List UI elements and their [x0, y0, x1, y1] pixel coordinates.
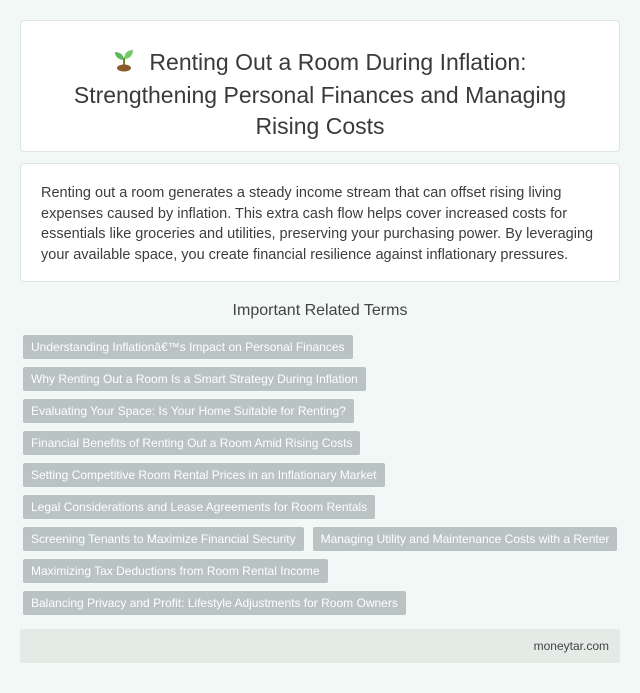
terms-list: [23, 335, 620, 623]
tag-row: [23, 367, 620, 399]
tag-row: [23, 431, 620, 463]
terms-heading: Important Related Terms: [232, 302, 408, 319]
term-tag[interactable]: Why Renting Out a Room Is a Smart Strategy During Inflation: [23, 367, 366, 391]
term-tag[interactable]: Setting Competitive Room Rental Prices in an Inflationary Market: [23, 463, 385, 487]
tag-row: [23, 463, 620, 495]
tag-row: [23, 591, 620, 623]
tag-row: [23, 399, 620, 431]
intro-text: Renting out a room generates a steady income stream that can offset rising living expenses caused by inflation. This extra cash flow helps cover increased costs for essentials like groceries and utilities, preserving your purchasing power. By leveraging your available space, you create financial resilience against inflationary pressures.: [41, 185, 594, 263]
tag-row: [23, 335, 620, 367]
tag-row: [23, 527, 620, 559]
sprout-icon: [113, 48, 135, 80]
term-tag[interactable]: Screening Tenants to Maximize Financial Security: [23, 527, 304, 551]
page-title: [21, 21, 619, 142]
tag-row: [23, 559, 620, 591]
term-tag[interactable]: Balancing Privacy and Profit: Lifestyle Adjustments for Room Owners: [23, 591, 406, 615]
term-tag[interactable]: Legal Considerations and Lease Agreements for Room Rentals: [23, 495, 375, 519]
term-tag[interactable]: Maximizing Tax Deductions from Room Rental Income: [23, 559, 328, 583]
footer-site-link[interactable]: moneytar.com: [533, 639, 609, 653]
term-tag[interactable]: Managing Utility and Maintenance Costs with a Renter: [313, 527, 618, 551]
intro-card: [20, 163, 620, 282]
footer: [20, 629, 620, 663]
term-tag[interactable]: Evaluating Your Space: Is Your Home Suitable for Renting?: [23, 399, 354, 423]
tag-row: [23, 495, 620, 527]
term-tag[interactable]: Financial Benefits of Renting Out a Room Amid Rising Costs: [23, 431, 360, 455]
term-tag[interactable]: Understanding Inflationâ€™s Impact on Personal Finances: [23, 335, 353, 359]
title-card: [20, 20, 620, 152]
page-title-text: Renting Out a Room During Inflation: Strengthening Personal Finances and Managing Rising Costs: [73, 49, 567, 139]
